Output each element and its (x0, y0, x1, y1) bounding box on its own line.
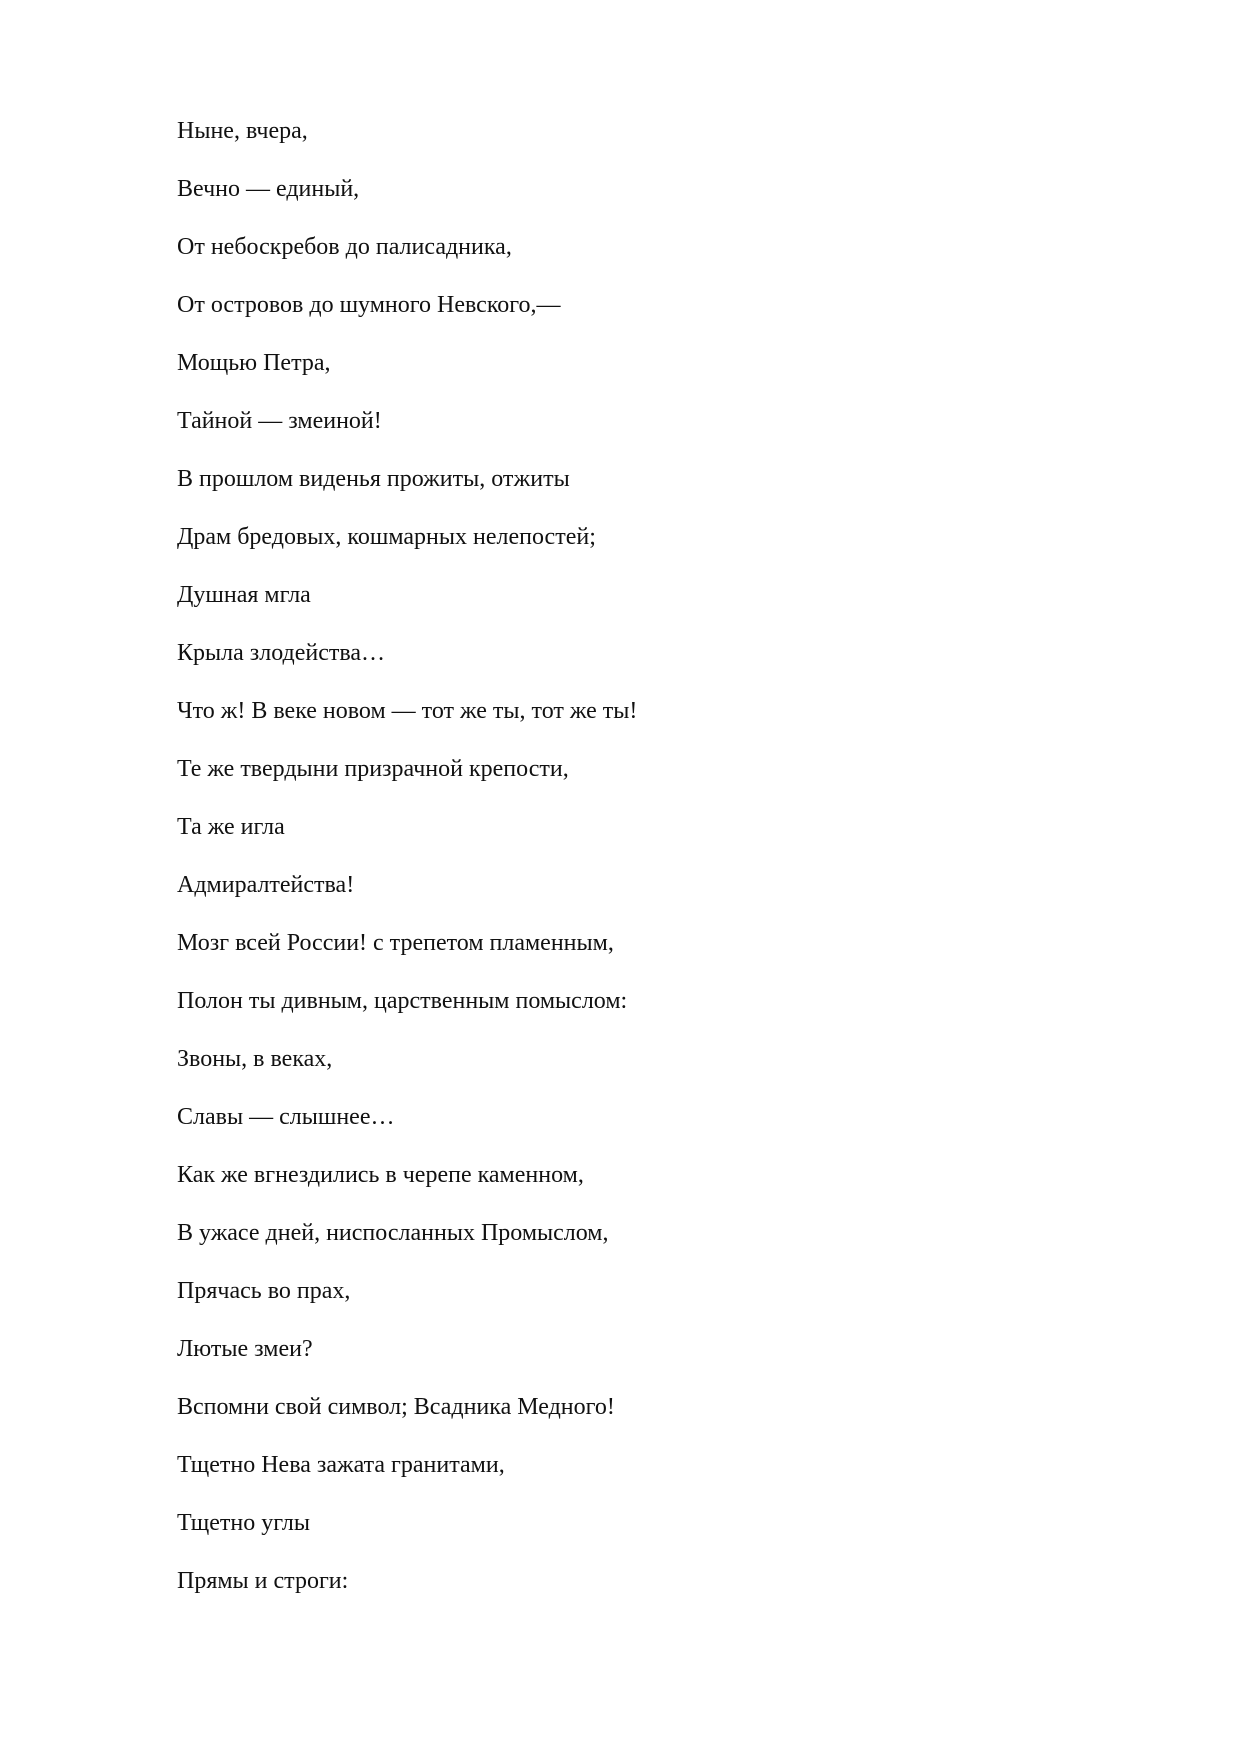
poem-line: Драм бредовых, кошмарных нелепостей; (177, 524, 596, 550)
poem-line: Тщетно углы (177, 1510, 310, 1536)
poem-line: Мозг всей России! с трепетом пламенным, (177, 930, 614, 956)
poem-line: Вечно — единый, (177, 176, 360, 202)
poem-line: Те же твердыни призрачной крепости, (177, 756, 569, 782)
poem-line: В ужасе дней, ниспосланных Промыслом, (177, 1220, 609, 1246)
poem-line: От островов до шумного Невского,— (177, 292, 561, 318)
poem-line: Как же вгнездились в черепе каменном, (177, 1162, 584, 1188)
poem-line: Душная мгла (177, 582, 311, 608)
poem-line: Звоны, в веках, (177, 1046, 333, 1072)
poem-line: Та же игла (177, 814, 285, 840)
poem-line: Ныне, вчера, (177, 118, 308, 144)
poem-text (177, 116, 637, 1624)
poem-line: Крыла злодейства… (177, 640, 386, 666)
poem-line: Тщетно Нева зажата гранитами, (177, 1452, 505, 1478)
poem-line: Тайной — змеиной! (177, 408, 382, 434)
poem-line: Что ж! В веке новом — тот же ты, тот же ты! (177, 698, 638, 724)
poem-line: В прошлом виденья прожиты, отжиты (177, 466, 570, 492)
poem-line: Мощью Петра, (177, 350, 331, 376)
poem-line: Славы — слышнее… (177, 1104, 395, 1130)
poem-line: Лютые змеи? (177, 1336, 313, 1362)
poem-line: От небоскребов до палисадника, (177, 234, 512, 260)
poem-line: Прямы и строги: (177, 1568, 349, 1594)
poem-line: Полон ты дивным, царственным помыслом: (177, 988, 628, 1014)
poem-line: Адмиралтейства! (177, 872, 355, 898)
poem-line: Прячась во прах, (177, 1278, 351, 1304)
poem-line: Вспомни свой символ; Всадника Медного! (177, 1394, 615, 1420)
